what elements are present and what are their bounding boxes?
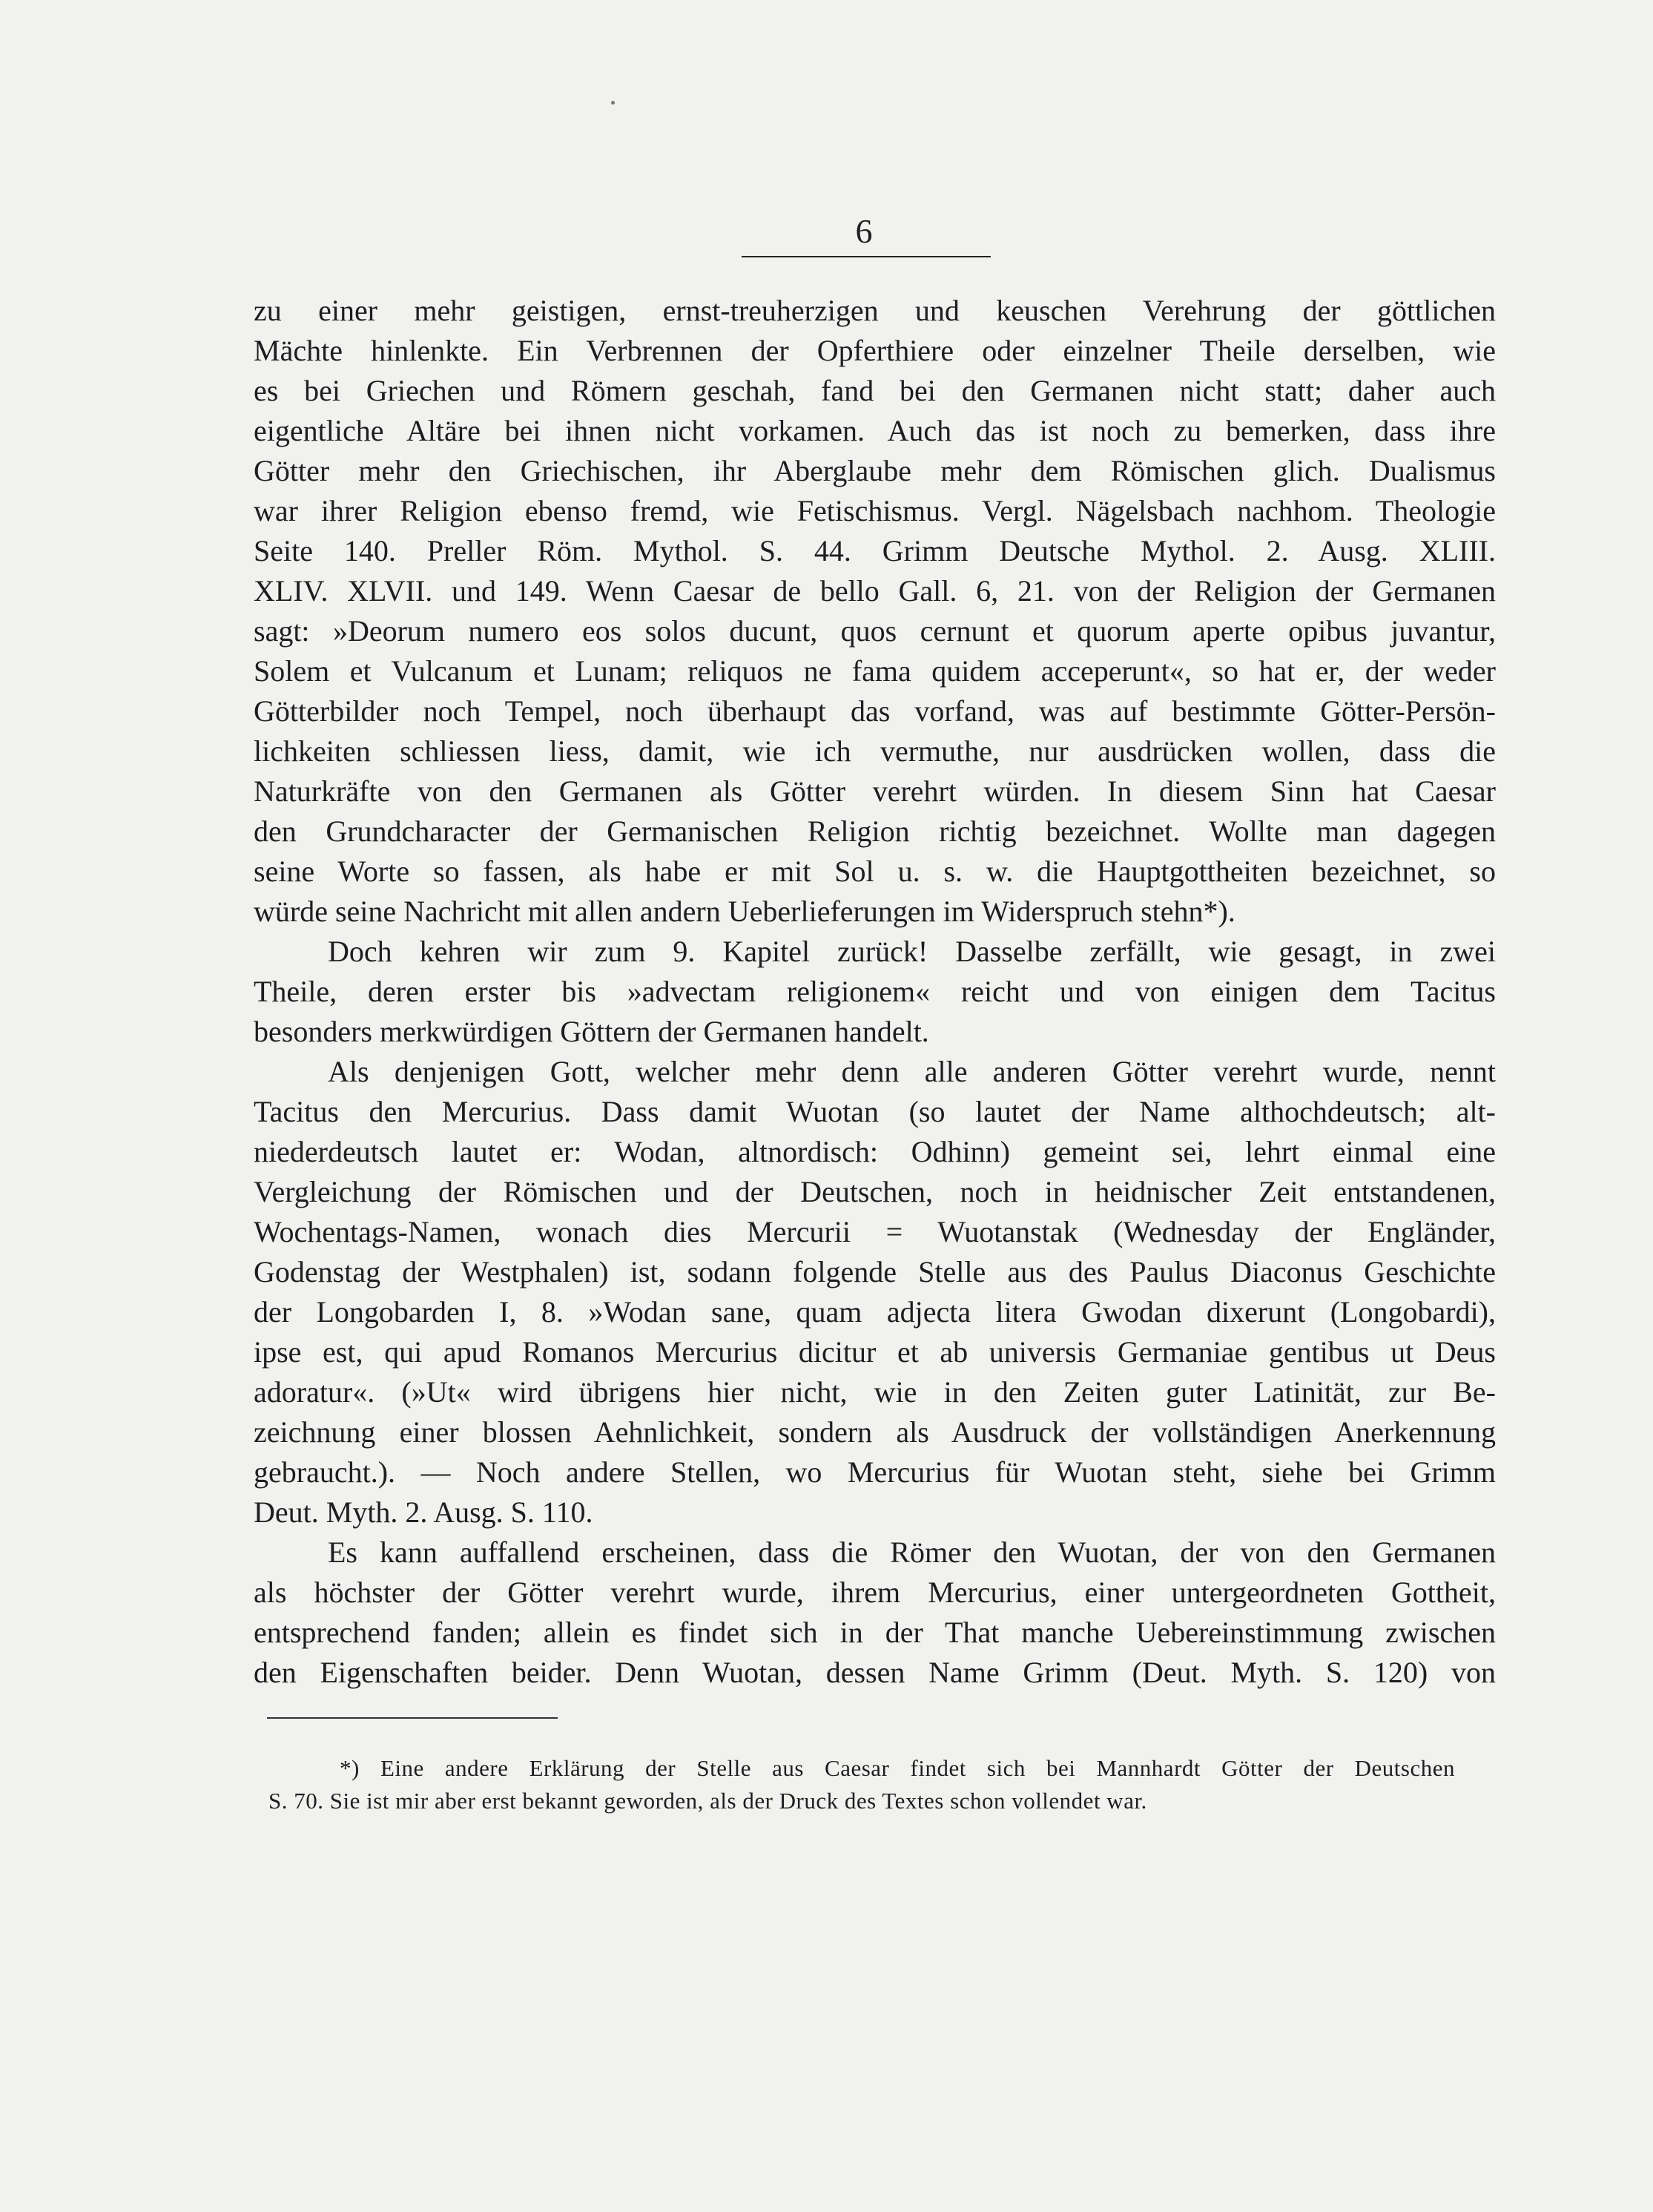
body-text: [254, 291, 1496, 1693]
text-line: Theile, deren erster bis »advectam religionem« reicht und von einigen dem Tacitus: [254, 975, 1496, 1008]
text-line: Deut. Myth. 2. Ausg. S. 110.: [254, 1495, 593, 1529]
text-line: als höchster der Götter verehrt wurde, ihrem Mercurius, einer untergeordneten Gottheit,: [254, 1576, 1496, 1609]
text-line: Tacitus den Mercurius. Dass damit Wuotan (so lautet der Name althochdeutsch; alt-: [254, 1095, 1496, 1128]
text-line: war ihrer Religion ebenso fremd, wie Fetischismus. Vergl. Nägelsbach nachhom. Theologie: [254, 494, 1496, 527]
text-line: niederdeutsch lautet er: Wodan, altnordisch: Odhinn) gemeint sei, lehrt einmal eine: [254, 1135, 1496, 1168]
header-rule: [742, 256, 991, 257]
text-line: Götter mehr den Griechischen, ihr Aberglaube mehr dem Römischen glich. Dualismus: [254, 454, 1496, 487]
text-line: zu einer mehr geistigen, ernst-treuherzigen und keuschen Verehrung der göttlichen: [254, 294, 1496, 327]
text-line: Götterbilder noch Tempel, noch überhaupt das vorfand, was auf bestimmte Götter-Persön-: [254, 694, 1496, 728]
text-line: den Eigenschaften beider. Denn Wuotan, dessen Name Grimm (Deut. Myth. S. 120) von: [254, 1656, 1496, 1689]
text-line: Mächte hinlenkte. Ein Verbrennen der Opferthiere oder einzelner Theile derselben, wie: [254, 334, 1496, 367]
text-line: Als denjenigen Gott, welcher mehr denn alle anderen Götter verehrt wurde, nennt: [328, 1055, 1496, 1088]
text-line: Wochentags-Namen, wonach dies Mercurii = Wuotanstak (Wednesday der Engländer,: [254, 1215, 1496, 1248]
text-line: Godenstag der Westphalen) ist, sodann folgende Stelle aus des Paulus Diaconus Geschichte: [254, 1255, 1496, 1288]
text-line: adoratur«. (»Ut« wird übrigens hier nicht, wie in den Zeiten guter Latinität, zur Be-: [254, 1375, 1496, 1409]
footnote-line: S. 70. Sie ist mir aber erst bekannt geworden, als der Druck des Textes schon vollendet war.: [268, 1788, 1147, 1814]
text-line: lichkeiten schliessen liess, damit, wie ich vermuthe, nur ausdrücken wollen, dass die: [254, 734, 1496, 768]
text-line: Vergleichung der Römischen und der Deutschen, noch in heidnischer Zeit entstandenen,: [254, 1175, 1496, 1208]
text-line: den Grundcharacter der Germanischen Religion richtig bezeichnet. Wollte man dagegen: [254, 814, 1496, 848]
text-line: Solem et Vulcanum et Lunam; reliquos ne fama quidem acceperunt«, so hat er, der weder: [254, 654, 1496, 688]
text-line: ipse est, qui apud Romanos Mercurius dicitur et ab universis Germaniae gentibus ut Deus: [254, 1335, 1496, 1369]
text-line: XLIV. XLVII. und 149. Wenn Caesar de bello Gall. 6, 21. von der Religion der Germanen: [254, 574, 1496, 608]
text-line: seine Worte so fassen, als habe er mit Sol u. s. w. die Hauptgottheiten bezeichnet, so: [254, 855, 1496, 888]
print-speck: [611, 101, 615, 105]
text-line: Doch kehren wir zum 9. Kapitel zurück! Dasselbe zerfällt, wie gesagt, in zwei: [328, 935, 1496, 968]
text-line: sagt: »Deorum numero eos solos ducunt, quos cernunt et quorum aperte opibus juvantur,: [254, 614, 1496, 648]
text-line: entsprechend fanden; allein es findet sich in der That manche Uebereinstimmung zwischen: [254, 1616, 1496, 1649]
page-number: 6: [855, 212, 873, 250]
text-line: Seite 140. Preller Röm. Mythol. S. 44. Grimm Deutsche Mythol. 2. Ausg. XLIII.: [254, 534, 1496, 567]
text-line: eigentliche Altäre bei ihnen nicht vorkamen. Auch das ist noch zu bemerken, dass ihre: [254, 414, 1496, 447]
text-line: gebraucht.). — Noch andere Stellen, wo Mercurius für Wuotan steht, siehe bei Grimm: [254, 1455, 1496, 1489]
text-line: würde seine Nachricht mit allen andern Ueberlieferungen im Widerspruch stehn*).: [254, 895, 1235, 928]
text-line: Naturkräfte von den Germanen als Götter verehrt würden. In diesem Sinn hat Caesar: [254, 774, 1496, 808]
text-line: es bei Griechen und Römern geschah, fand bei den Germanen nicht statt; daher auch: [254, 374, 1496, 407]
text-line: der Longobarden I, 8. »Wodan sane, quam adjecta litera Gwodan dixerunt (Longobardi),: [254, 1295, 1496, 1329]
footnote-line: *) Eine andere Erklärung der Stelle aus Caesar findet sich bei Mannhardt Götter der Deutschen: [340, 1755, 1455, 1781]
footnote: [268, 1752, 1455, 1817]
text-line: Es kann auffallend erscheinen, dass die Römer den Wuotan, der von den Germanen: [328, 1535, 1496, 1569]
footnote-rule: [267, 1717, 558, 1719]
text-line: besonders merkwürdigen Göttern der Germanen handelt.: [254, 1015, 929, 1048]
text-line: zeichnung einer blossen Aehnlichkeit, sondern als Ausdruck der vollständigen Anerkennung: [254, 1415, 1496, 1449]
